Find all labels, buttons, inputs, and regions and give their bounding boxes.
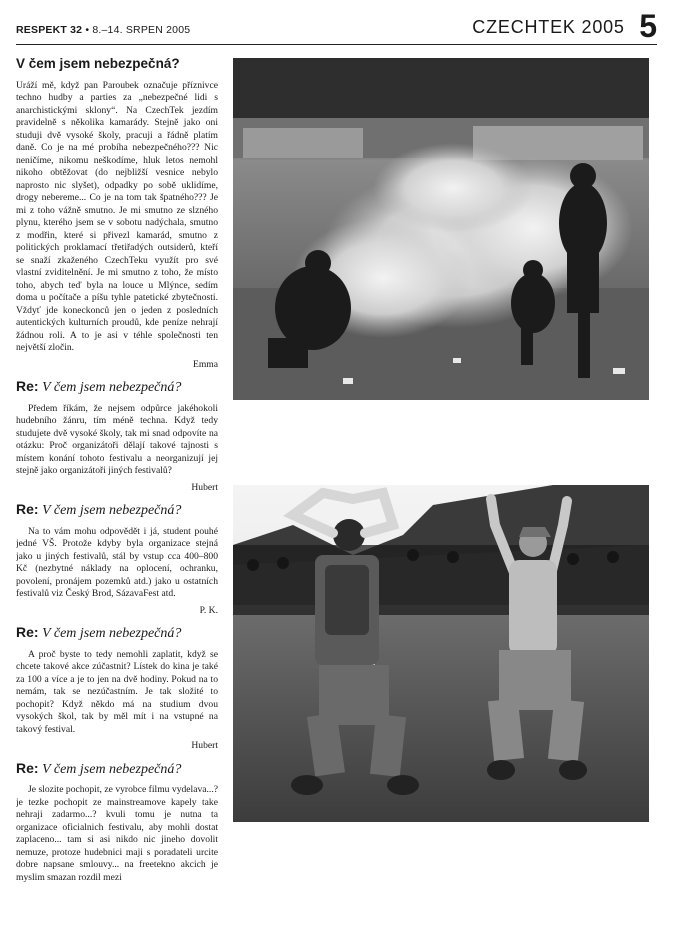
section-title: CZECHTEK 2005	[472, 17, 625, 37]
header-bullet: •	[85, 24, 90, 36]
reply-heading: Re: V čem jsem nebezpečná?	[16, 501, 182, 518]
text-column	[16, 58, 218, 920]
issue-date: 8.–14. SRPEN 2005	[92, 24, 191, 36]
magazine-name: RESPEKT 32	[16, 24, 83, 36]
reply-heading: Re: V čem jsem nebezpečná?	[16, 624, 182, 641]
reply-signature: Hubert	[191, 740, 218, 751]
header-rule	[16, 44, 657, 45]
page-number: 5	[639, 8, 657, 44]
reply-heading: Re: V čem jsem nebezpečná?	[16, 378, 182, 395]
reply-body: Na to vám mohu odpovědět i já, student pouhé jedné VŠ. Protože kdyby byla organizace stejná jako u jiných festivalů, stál by vstup cca 400–800 Kč (nezbytné náklady na oplocení, ochranku, povolení, pronájem pozemků atd.) jako u ostatních festivalů viz Český Brod, SázavaFest atd.	[16, 525, 218, 599]
reply-signature: P. K.	[199, 604, 218, 616]
reply-body: Předem říkám, že nejsem odpůrce jakéhokoli hudebního žánru, tím méně techna. Když tedy studujete dvě vysoké školy, tak mi snad odpovíte na otázku: Proč organizátoři dělají takové tajnosti s místem konání tohoto festivalu a neorganizují jej stejně jako organizátoři jiných festivalů?	[16, 402, 218, 476]
photo-tear-gas-illustration	[233, 58, 649, 400]
article-body: Uráží mě, když pan Paroubek označuje příznivce techno hudby a parties za „nebezpečné lidi s anarchistickými sklony“. Na CzechTek jezdím pravidelně s několika kamarády. Stejně jako oni studuji dvě vysoké školy, pracuji a řádně platím daně. Co je na mé probíha nebezpečného??? Nic neničíme, nikomu neškodíme, hluk letos nemohl nikoho obtěžovat (do nejbližší vesnice nebylo naprosto nic slyšet), odpadky po sobě uklidíme, drogy nebereme... Co je na tom tak špatného??? Je mi z toho vážně smutno. Je mi smutno ze slzného plynu, kterého jsem se v sobotu nadýchala, smutno z modřin, které si přivezl kamarád, smutno z politických proklamací třetiřadých outsiderů, kteří se snaží zkaženého CzechTeku využít pro své vlastní zviditelnění. Je mi smutno z toho, že místo toho, abych teď byla na louce u Mlýnce, sedím doma u počítače a píšu tyhle patetické zbytečnosti. Vždyť jde koneckonců jen o jeden z posledních autentických kulturních proudů, kde peníze nehrají žádnou roli. A to je asi v téhle společnosti ten největší zločin.	[16, 79, 218, 353]
reply-body: Je slozite pochopit, ze vyrobce filmu vydelava...? je tezke pochopit ze mainstreamove kapely take nehraji zadarmo...? kvuli tomu je nutna ta organizace oficialnich festivalu, aby mohli dostat zaplaceno... tam si asi nikdo nic jineho dovolit nemuze, protoze hudebnici maji s poradateli urcite dobre napsane smlouvy... na freetekno akcich je myslim smazan rozdil mezi	[16, 784, 218, 883]
reply-body: A proč byste to tedy nemohli zaplatit, když se chcete takové akce zúčastnit? Lístek do kina je také za 100 a více a je to jen na dvě hodiny. Pokud na to nemám, tak se nezúčastním. Je tak složité to pochopit? Když někdo má na studium dvou vysokých škol, tak by měl mít i na vstupné na takový festival.	[16, 648, 218, 735]
running-header-right	[472, 10, 657, 42]
reply-heading: Re: V čem jsem nebezpečná?	[16, 759, 182, 777]
article-signature: Emma	[192, 358, 218, 370]
photo-kneeling-protesters-illustration	[233, 485, 649, 822]
photo-tear-gas	[233, 58, 649, 400]
photo-kneeling-protesters	[233, 485, 649, 822]
reply-signature: Hubert	[191, 481, 218, 493]
article-title: V čem jsem nebezpečná?	[16, 58, 180, 71]
running-header-left	[16, 24, 190, 36]
